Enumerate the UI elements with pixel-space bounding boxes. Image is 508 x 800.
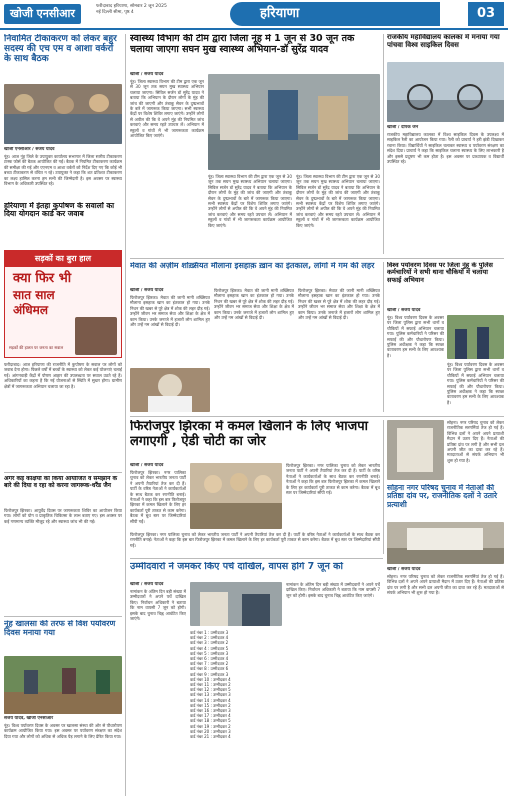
left-fourth-headline: नूंह खालसा की तरफ से विश पर्यावरण दिवस मनाया गया: [4, 620, 116, 637]
candidates-table-row: वार्ड नंबर 7 : उम्मीदवार 2: [190, 661, 229, 667]
ad-footer: सड़कों की हालत पर जनता का सवाल: [9, 345, 64, 350]
college-byline: खोजी / दीपक जैन: [387, 125, 419, 130]
candidates-table-row: वार्ड नंबर 2 : उम्मीदवार 4: [190, 635, 229, 641]
mewat-byline: खोजी / संजय यादव: [130, 288, 164, 293]
candidates-table-row: वार्ड नंबर 3 : उम्मीदवार 2: [190, 640, 229, 646]
left-fourth-body: नूंह। विश्व पर्यावरण दिवस के अवसर पर खालसा संस्था की ओर से पौधारोपण कार्यक्रम आयोजित किया गया। इस अवसर पर पर्यावरण संरक्षण का संदेश दिया गया और लोगों को अधिक से अधिक पेड़ लगाने के लिए प्रेरित किया गया।: [4, 723, 122, 739]
candidates-table-row: वार्ड नंबर 17 : उम्मीदवार 4: [190, 713, 231, 719]
candidates-table-row: वार्ड नंबर 6 : उम्मीदवार 4: [190, 656, 229, 662]
date-line: फरीदाबाद हरियाणा, सोमवार 2 जून 2025: [96, 4, 167, 9]
left-top-body: नूंह। आज नूंह जिले के उपायुक्त कार्यालय सभागार में जिला स्तरीय टीकाकरण टास्क फोर्स की बैठक आयोजित की गई। बैठक में नियमित टीकाकरण कार्यक्रम की समीक्षा की गई और एएनएम व आशा वर्करों को निर्देश दिए गए कि कोई भी बच्चा टीकाकरण से वंचित न रहे। उपायुक्त ने कहा कि शत प्रतिशत टीकाकरण का लक्ष्य हासिल करना हम सभी की जिम्मेदारी है। इस अवसर पर स्वास्थ्य विभाग के अधिकारी उपस्थित रहे।: [4, 154, 122, 187]
env-body-cont: नूंह। विश्व पर्यावरण दिवस के अवसर पर जिला पुलिस द्वारा सभी थानों व चौकियों में सफाई अभियान चलाया गया। पुलिस कर्मचारियों ने परिसर की सफाई की और पौधारोपण किया। पुलिस अधीक्षक ने कहा कि स्वच्छ वातावरण हम सभी के लिए आवश्यक है।: [447, 362, 504, 405]
left-second-body: फरीदाबाद। आज हरियाणा की राजनीति में कुपोषण के सवाल पर लोगों को जवाब देना होगा। पिछले वर्षों में बच्चों के स्वास्थ्य को लेकर कई योजनाएं चलाई गईं। आंगनवाड़ी केंद्रों में पोषण आहार की उपलब्धता पर सवाल उठते रहे हैं। अधिकारियों का कहना है कि नई योजनाओं से स्थिति में सुधार होगा। ग्रामीण क्षेत्रों में जागरूकता अभियान चलाया जा रहा है।: [4, 362, 122, 389]
candidates-table-row: वार्ड नंबर 20 : उम्मीदवार 3: [190, 728, 231, 734]
candidates-byline: खोजी / संजय यादव: [130, 582, 164, 587]
left-top-headline: निवामित टीकाकरण को लेकर बहुर सदस्य की एच एम व आशा वर्करों के साथ बैठक: [4, 34, 117, 65]
candidates-photo: [190, 582, 282, 626]
main-body: नूंह। जिला स्वास्थ्य विभाग की टीम द्वारा एक जून से 30 जून तक सघन मुख स्वास्थ्य अभियान चलाया जाएगा। सिविल सर्जन डॉ सुरेंद्र यादव ने बताया कि अभियान के दौरान लोगों के मुंह की जांच की जाएगी और तंबाकू सेवन के दुष्प्रभावों के बारे में जागरूक किया जाएगा। सभी स्वास्थ्य केंद्रों पर विशेष शिविर लगाए जाएंगे। उन्होंने लोगों से अपील की कि वे अपने मुंह की नियमित जांच करवाएं और समय रहते उपचार लें। अभियान में स्कूलों व गांवों में भी जागरूकता कार्यक्रम आयोजित किए जाएंगे।: [130, 79, 204, 139]
section-title: हरियाणा: [230, 2, 440, 26]
env-byline: खोजी / संजय यादव: [387, 308, 421, 313]
env-body: नूंह। विश्व पर्यावरण दिवस के अवसर पर जिला पुलिस द्वारा सभी थानों व चौकियों में सफाई अभियान चलाया गया। पुलिस कर्मचारियों ने परिसर की सफाई की और पौधारोपण किया। पुलिस अधीक्षक ने कहा कि स्वच्छ वातावरण हम सभी के लिए आवश्यक है।: [387, 315, 444, 358]
left-second-headline: हरियाणा में इंतहा कुपोषण के सवालों का दिया योगदान कार्ड कर जवाब: [4, 202, 115, 219]
sohna-photo: [387, 420, 444, 480]
candidates-headline: उम्मीदवारों ने जमकर किए पर्चे दाखिल, वापस होंगे 7 जून को: [130, 562, 343, 572]
candidates-table-row: वार्ड नंबर 15 : उम्मीदवार 2: [190, 702, 231, 708]
college-photo: [387, 62, 504, 122]
masthead: [0, 0, 508, 30]
masthead-info: [96, 4, 206, 16]
bjp-body-cont-2: फिरोजपुर झिरका। नगर पालिका चुनाव को लेकर भारतीय जनता पार्टी ने अपनी तैयारियां तेज कर दी हैं। पार्टी के वरिष्ठ नेताओं ने कार्यकर्ताओं के साथ बैठक कर रणनीति बनाई। नेताओं ने कहा कि इस बार फिरोजपुर झिरका में कमल खिलाने के लिए हर कार्यकर्ता पूरी ताकत से काम करेगा। बैठक में बूथ स्तर पर जिम्मेदारियां सौंपी गईं।: [130, 532, 380, 548]
left-top-photo: [4, 84, 122, 144]
college-body: राजकीय महाविद्यालय कालका में विश्व साइकिल दिवस के उपलक्ष्य में साइकिल रैली का आयोजन किया गया। रैली को प्राचार्य ने हरी झंडी दिखाकर रवाना किया। विद्यार्थियों ने साइकिल चलाकर स्वास्थ्य व पर्यावरण संरक्षण का संदेश दिया। प्राचार्य ने कहा कि साइकिल चलाना स्वास्थ्य के लिए लाभकारी है और इससे प्रदूषण भी कम होता है। इस अवसर पर प्राध्यापक व विद्यार्थी उपस्थित रहे।: [387, 132, 504, 165]
candidates-table-row: वार्ड नंबर 18 : उम्मीदवार 5: [190, 718, 231, 724]
sohna-byline: खोजी / संजय यादव: [387, 567, 421, 572]
mewat-portrait: [130, 368, 210, 412]
ad-line-1: क्या फिर भी: [13, 271, 72, 286]
env-photo: [447, 315, 504, 359]
candidates-table-row: वार्ड नंबर 10 : उम्मीदवार 4: [190, 676, 231, 682]
sohna-photo-2: [387, 522, 504, 564]
candidates-table-row: वार्ड नंबर 14 : उम्मीदवार 4: [190, 697, 231, 703]
mewat-body: फिरोजपुर झिरका। मेवात की जानी मानी शख्सियत मौलाना इसहाक खान का इंतकाल हो गया। उनके निधन की खबर से पूरे क्षेत्र में शोक की लहर दौड़ गई। उन्होंने जीवन भर समाज सेवा और शिक्षा के क्षेत्र में काम किया। उनके जनाजे में हजारों लोग शामिल हुए और उन्हें नम आंखों से विदाई दी।: [130, 295, 210, 328]
bjp-headline: फिरोजपुर झिरका में कमल खिलाने के लिए भाजपा लगाएगी , ऐडी चोटी का जोर: [130, 420, 368, 449]
candidates-table: [190, 630, 282, 796]
ad-line-3: अंधिमल: [13, 303, 48, 317]
candidates-table-row: वार्ड नंबर 16 : उम्मीदवार 3: [190, 708, 231, 714]
main-body-cont: नूंह। जिला स्वास्थ्य विभाग की टीम द्वारा एक जून से 30 जून तक सघन मुख स्वास्थ्य अभियान चलाया जाएगा। सिविल सर्जन डॉ सुरेंद्र यादव ने बताया कि अभियान के दौरान लोगों के मुंह की जांच की जाएगी और तंबाकू सेवन के दुष्प्रभावों के बारे में जागरूक किया जाएगा। सभी स्वास्थ्य केंद्रों पर विशेष शिविर लगाए जाएंगे। उन्होंने लोगों से अपील की कि वे अपने मुंह की नियमित जांच करवाएं और समय रहते उपचार लें। अभियान में स्कूलों व गांवों में भी जागरूकता कार्यक्रम आयोजित किए जाएंगे।: [208, 174, 292, 228]
left-third-body: फिरोजपुर झिरका। आयुर्वेद दिवस पर जागरूकता शिविर का आयोजन किया गया। लोगों को योग व प्राकृतिक चिकित्सा के लाभ बताए गए। इस अवसर पर कई गणमान्य व्यक्ति मौजूद रहे और स्वास्थ्य जांच भी की गई।: [4, 508, 122, 524]
left-third-headline: अगर कई कक्षियों का किया आयोजित व समझाने के बारे की दिया व रहा को करना जागरूक-धरैंड जैन: [4, 476, 118, 489]
candidates-table-row: वार्ड नंबर 11 : उम्मीदवार 2: [190, 682, 231, 688]
sohna-intro: सोहना। नगर परिषद चुनाव को लेकर राजनीतिक सरगर्मियां तेज हो गई हैं। विभिन्न दलों ने अपने अपने प्रत्याशी मैदान में उतार दिए हैं। नेताओं की प्रतिष्ठा दांव पर लगी है और सभी दल अपनी जीत का दावा कर रहे हैं। मतदाताओं से संपर्क अभियान भी शुरू हो गया है।: [447, 420, 504, 463]
mewat-body-cont-2: फिरोजपुर झिरका। मेवात की जानी मानी शख्सियत मौलाना इसहाक खान का इंतकाल हो गया। उनके निधन की खबर से पूरे क्षेत्र में शोक की लहर दौड़ गई। उन्होंने जीवन भर समाज सेवा और शिक्षा के क्षेत्र में काम किया। उनके जनाजे में हजारों लोग शामिल हुए और उन्हें नम आंखों से विदाई दी।: [298, 288, 380, 321]
candidates-body: नामांकन के अंतिम दिन बड़ी संख्या में उम्मीदवारों ने अपने पर्चे दाखिल किए। निर्वाचन अधिकारी ने बताया कि नाम वापसी 7 जून को होगी। इसके बाद चुनाव चिह्न आवंटित किए जाएंगे।: [130, 589, 186, 622]
left-fourth-byline: संजय यादव, खोजी एनसीआर: [4, 716, 54, 721]
bjp-body: फिरोजपुर झिरका। नगर पालिका चुनाव को लेकर भारतीय जनता पार्टी ने अपनी तैयारियां तेज कर दी हैं। पार्टी के वरिष्ठ नेताओं ने कार्यकर्ताओं के साथ बैठक कर रणनीति बनाई। नेताओं ने कहा कि इस बार फिरोजपुर झिरका में कमल खिलाने के लिए हर कार्यकर्ता पूरी ताकत से काम करेगा। बैठक में बूथ स्तर पर जिम्मेदारियां सौंपी गईं।: [130, 470, 186, 524]
main-headline: स्वास्थ्य विभाग की टीम द्वारा जिला नूंह में 1 जून से 30 जून तक चलाया जाएगा सघन मुख स्वास्थ्य अभियान-डॉ सुरेंद्र यादव: [130, 34, 355, 55]
env-headline: विश्व पर्यावरण दिवस पर जिला नूंह के पुलिस कर्मचारियों ने सभी थाना चौकियों में चलाया सफाई अभियान: [387, 262, 493, 284]
left-top-byline: खोजी एनसीआर / संजय यादव: [4, 147, 55, 152]
sohna-body: सोहना। नगर परिषद चुनाव को लेकर राजनीतिक सरगर्मियां तेज हो गई हैं। विभिन्न दलों ने अपने अपने प्रत्याशी मैदान में उतार दिए हैं। नेताओं की प्रतिष्ठा दांव पर लगी है और सभी दल अपनी जीत का दावा कर रहे हैं। मतदाताओं से संपर्क अभियान भी शुरू हो गया है।: [387, 574, 504, 596]
page-number: 03: [468, 2, 504, 26]
main-body-cont-2: नूंह। जिला स्वास्थ्य विभाग की टीम द्वारा एक जून से 30 जून तक सघन मुख स्वास्थ्य अभियान चलाया जाएगा। सिविल सर्जन डॉ सुरेंद्र यादव ने बताया कि अभियान के दौरान लोगों के मुंह की जांच की जाएगी और तंबाकू सेवन के दुष्प्रभावों के बारे में जागरूक किया जाएगा। सभी स्वास्थ्य केंद्रों पर विशेष शिविर लगाए जाएंगे। उन्होंने लोगों से अपील की कि वे अपने मुंह की नियमित जांच करवाएं और समय रहते उपचार लें। अभियान में स्कूलों व गांवों में भी जागरूकता कार्यक्रम आयोजित किए जाएंगे।: [296, 174, 380, 228]
main-photo: [208, 74, 380, 170]
main-byline: खोजी / संजय यादव: [130, 72, 164, 77]
candidates-table-row: वार्ड नंबर 5 : उम्मीदवार 3: [190, 650, 229, 656]
candidates-body-cont: नामांकन के अंतिम दिन बड़ी संख्या में उम्मीदवारों ने अपने पर्चे दाखिल किए। निर्वाचन अधिकारी ने बताया कि नाम वापसी 7 जून को होगी। इसके बाद चुनाव चिह्न आवंटित किए जाएंगे।: [286, 582, 380, 598]
candidates-table-row: वार्ड नंबर 12 : उम्मीदवार 5: [190, 687, 231, 693]
candidates-table-row: वार्ड नंबर 8 : उम्मीदवार 6: [190, 666, 229, 672]
bjp-photo: [190, 463, 282, 529]
mewat-body-cont: फिरोजपुर झिरका। मेवात की जानी मानी शख्सियत मौलाना इसहाक खान का इंतकाल हो गया। उनके निधन की खबर से पूरे क्षेत्र में शोक की लहर दौड़ गई। उन्होंने जीवन भर समाज सेवा और शिक्षा के क्षेत्र में काम किया। उनके जनाजे में हजारों लोग शामिल हुए और उन्हें नम आंखों से विदाई दी।: [214, 288, 294, 321]
candidates-table-row: वार्ड नंबर 13 : उम्मीदवार 3: [190, 692, 231, 698]
bjp-body-cont: फिरोजपुर झिरका। नगर पालिका चुनाव को लेकर भारतीय जनता पार्टी ने अपनी तैयारियां तेज कर दी हैं। पार्टी के वरिष्ठ नेताओं ने कार्यकर्ताओं के साथ बैठक कर रणनीति बनाई। नेताओं ने कहा कि इस बार फिरोजपुर झिरका में कमल खिलाने के लिए हर कार्यकर्ता पूरी ताकत से काम करेगा। बैठक में बूथ स्तर पर जिम्मेदारियां सौंपी गईं।: [286, 463, 380, 496]
candidates-table-row: वार्ड नंबर 4 : उम्मीदवार 5: [190, 645, 229, 651]
sohna-headline: सोहना नगर परिषद चुनाव में नेताओं की प्रतिष्ठा दांव पर, राजनीतिक दलों ने उतारे प्रत्याशी: [387, 484, 498, 509]
ad-portrait-image: [75, 317, 117, 355]
bjp-byline: खोजी / संजय यादव: [130, 463, 164, 468]
left-fourth-photo: [4, 656, 122, 714]
candidates-table-row: वार्ड नंबर 1 : उम्मीदवार 3: [190, 630, 229, 635]
ad-top-text: सड़कों का बुरा हाल: [5, 251, 121, 267]
candidates-table-row: वार्ड नंबर 21 : उम्मीदवार 4: [190, 734, 231, 740]
mewat-headline: मेवात की अज़ीम शख़्सियत मौलाना इसहाक़ ख़ान का इंतकाल, लोगों में गम की लहर: [130, 262, 375, 270]
candidates-table-row: वार्ड नंबर 19 : उम्मीदवार 2: [190, 723, 231, 729]
ad-line-2: सात साल: [13, 288, 55, 302]
candidates-table-row: वार्ड नंबर 9 : उम्मीदवार 3: [190, 671, 229, 677]
brand-logo: खोजी एनसीआर: [4, 4, 81, 24]
college-headline: राजकीय महाविद्यालय कालका में मनाया गया पांचवा विश्व साइकिल दिवस: [387, 34, 500, 49]
edition-line: नई दिल्ली सीमा, पृष्ठ 4: [96, 10, 134, 15]
advertisement: [4, 250, 122, 358]
